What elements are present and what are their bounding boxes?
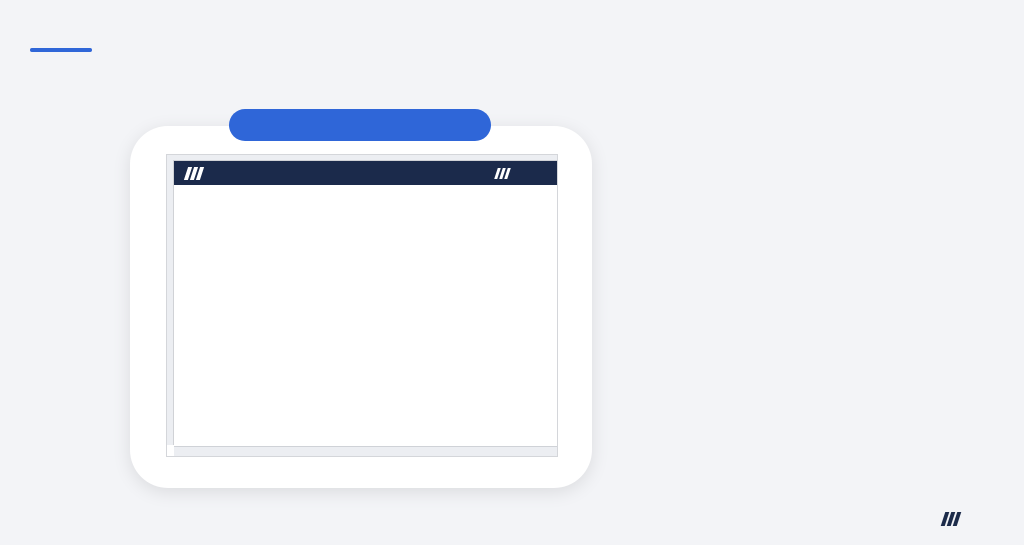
cfi-logo-icon — [943, 512, 959, 526]
approach-pill — [229, 109, 491, 141]
row-number-gutter — [167, 160, 174, 445]
macabacus-logo-icon — [496, 168, 509, 179]
cfi-logo — [943, 512, 965, 526]
model-banner — [174, 161, 557, 185]
title-underline — [30, 48, 92, 52]
sheet-tab-bar — [174, 446, 557, 456]
spreadsheet-preview — [166, 154, 558, 457]
cfi-logo-icon — [186, 167, 202, 180]
